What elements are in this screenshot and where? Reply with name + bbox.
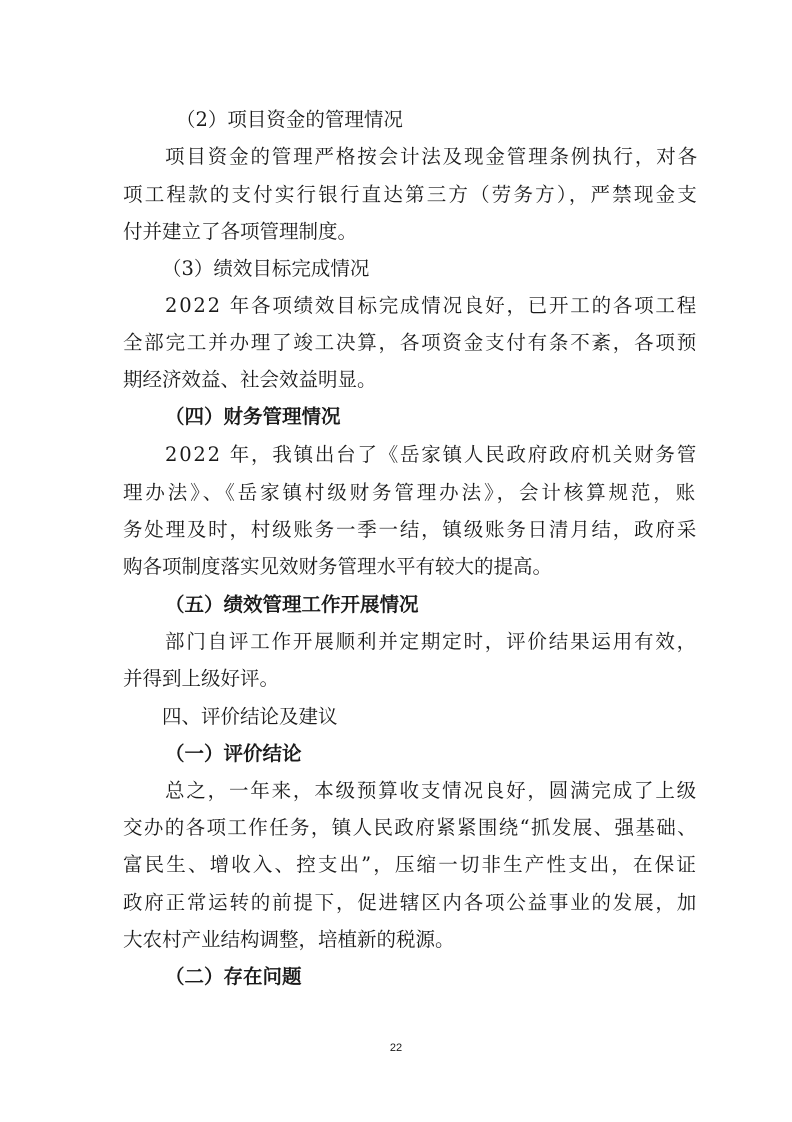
paragraph-line: 付并建立了各项管理制度。 bbox=[123, 220, 358, 243]
paragraph-line: 项目资金的管理严格按会计法及现金管理条例执行，对各 bbox=[165, 145, 699, 168]
subsection-heading: （2）项目资金的管理情况 bbox=[176, 108, 403, 131]
paragraph-line: 务处理及时，村级账务一季一结，镇级账务日清月结，政府采 bbox=[123, 518, 698, 541]
paragraph-line: 交办的各项工作任务，镇人民政府紧紧围绕“抓发展、强基础、 bbox=[123, 816, 698, 839]
subsection-heading: （3）绩效目标完成情况 bbox=[162, 257, 370, 280]
paragraph-line: 项工程款的支付实行银行直达第三方（劳务方），严禁现金支 bbox=[123, 183, 699, 206]
paragraph-line: 2022 年各项绩效目标完成情况良好，已开工的各项工程 bbox=[165, 294, 698, 317]
page-number: 22 bbox=[389, 1042, 403, 1054]
paragraph-line: 总之，一年来，本级预算收支情况良好，圆满完成了上级 bbox=[165, 779, 698, 802]
paragraph-line: 政府正常运转的前提下，促进辖区内各项公益事业的发展，加 bbox=[123, 891, 698, 914]
paragraph-line: 并得到上级好评。 bbox=[123, 667, 280, 690]
paragraph-line: 部门自评工作开展顺利并定期定时，评价结果运用有效， bbox=[165, 630, 698, 653]
chapter-heading: 四、评价结论及建议 bbox=[162, 705, 338, 728]
paragraph-line: 购各项制度落实见效财务管理水平有较大的提高。 bbox=[123, 555, 553, 578]
section-heading: （四）财务管理情况 bbox=[165, 405, 341, 428]
paragraph-line: 2022 年，我镇出台了《岳家镇人民政府政府机关财务管 bbox=[165, 443, 698, 466]
paragraph-line: 大农村产业结构调整，培植新的税源。 bbox=[123, 928, 455, 951]
section-heading: （二）存在问题 bbox=[165, 965, 302, 988]
paragraph-line: 全部完工并办理了竣工决算，各项资金支付有条不紊，各项预 bbox=[123, 331, 698, 354]
paragraph-line: 期经济效益、社会效益明显。 bbox=[123, 368, 377, 391]
paragraph-line: 理办法》、《岳家镇村级财务管理办法》，会计核算规范，账 bbox=[123, 481, 698, 504]
section-heading: （五）绩效管理工作开展情况 bbox=[165, 593, 419, 616]
paragraph-line: 富民生、增收入、控支出”，压缩一切非生产性支出，在保证 bbox=[123, 853, 698, 876]
section-heading: （一）评价结论 bbox=[165, 742, 302, 765]
